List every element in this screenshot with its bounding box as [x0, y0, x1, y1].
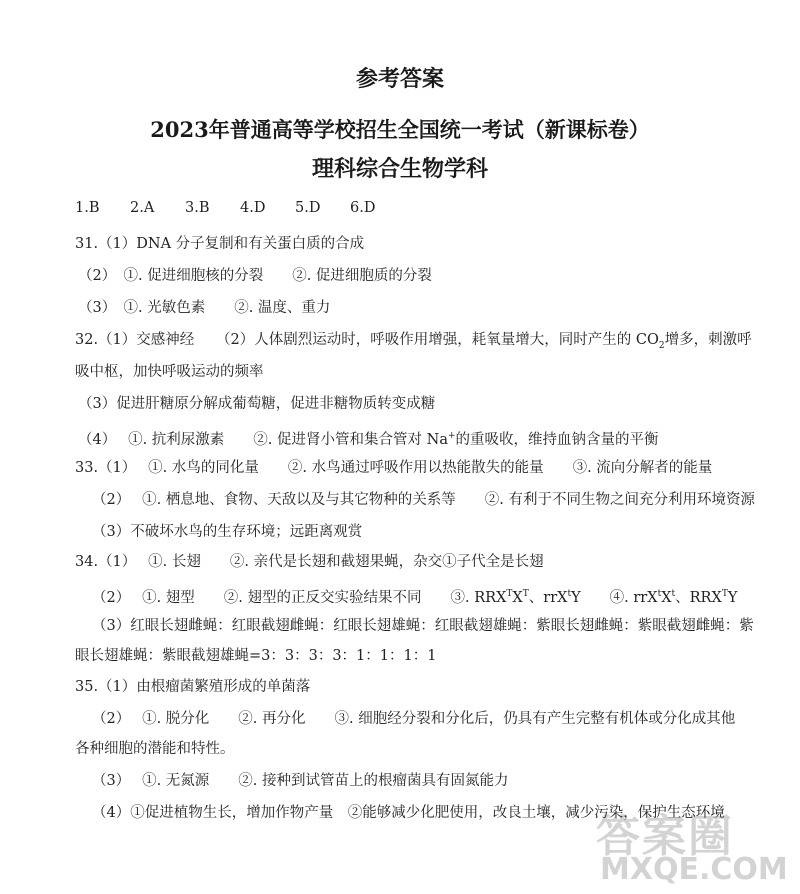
- q35-line-2: （2） ①. 脱分化 ②. 再分化 ③. 细胞经分裂和分化后，仍具有产生完整有机体或分化成其他: [92, 711, 736, 727]
- q31-line-3: （3） ①. 光敏色素 ②. 温度、重力: [78, 300, 331, 316]
- exam-title: 2023年普通高等学校招生全国统一考试（新课标卷）: [150, 117, 650, 142]
- watermark-logo: [596, 800, 786, 888]
- q34-text-f: 、RRX: [675, 589, 722, 606]
- sup-1: T: [506, 589, 513, 599]
- q35-line-3: 各种细胞的潜能和特性。: [75, 741, 235, 757]
- q32-line-1: [75, 330, 752, 356]
- q34-text-g: Y: [727, 589, 738, 606]
- page-title: 参考答案: [355, 66, 444, 92]
- q35-line-5: （4）①促进植物生长，增加作物产量 ②能够减少化肥使用，改良土壤，减少污染，保护生态环境: [92, 805, 725, 821]
- q34-text-c: 、rrX: [528, 589, 568, 606]
- sup-5: t: [671, 589, 676, 599]
- q34-text-e: X: [661, 589, 672, 606]
- q33-line-2: （2） ①. 栖息地、食物、天敌以及与其它物种的关系等 ②. 有利于不同生物之间充分利用环境资源: [92, 492, 756, 508]
- na-superscript: +: [447, 431, 456, 441]
- mc-answer-3: 3.B: [185, 200, 210, 216]
- q35-line-4: （3） ①. 无氮源 ②. 接种到试管苗上的根瘤菌具有固氮能力: [92, 773, 509, 789]
- q32-text-a: 32.（1）交感神经 （2）人体剧烈运动时，呼吸作用增强，耗氧量增大，同时产生的 CO: [75, 332, 659, 348]
- q34-line-2: [92, 584, 737, 608]
- q33-line-3: （3）不破坏水鸟的生存环境；远距离观赏: [92, 524, 363, 540]
- co2-subscript: 2: [658, 340, 665, 351]
- watermark-logo-text: 答案圈: [596, 811, 734, 862]
- q31-line-2: （2） ①. 促进细胞核的分裂 ②. 促进细胞质的分裂: [78, 268, 432, 284]
- mc-answer-4: 4.D: [240, 200, 266, 216]
- q34-text-b: X: [512, 589, 523, 606]
- q33-line-1: 33.（1） ①. 水鸟的同化量 ②. 水鸟通过呼吸作用以热能散失的能量 ③. 流向分解者的能量: [75, 460, 713, 476]
- watermark-url: MXQE.COM: [600, 852, 788, 887]
- q34-line-4: 眼长翅雄蝇：紫眼截翅雄蝇=3：3：3：3：1：1：1：1: [75, 648, 437, 664]
- q34-line-3: （3）红眼长翅雌蝇：红眼截翅雌蝇：红眼长翅雄蝇：红眼截翅雄蝇：紫眼长翅雌蝇：紫眼截翅雌蝇：紫: [92, 618, 754, 634]
- q34-text-a: （2） ①. 翅型 ②. 翅型的正反交实验结果不同 ③. RRX: [92, 589, 507, 606]
- q35-line-1: 35.（1）由根瘤菌繁殖形成的单菌落: [75, 679, 311, 695]
- q32-text-d: 的重吸收，维持血钠含量的平衡: [455, 431, 659, 448]
- mc-answer-5: 5.D: [295, 200, 321, 216]
- q32-line-3: （3）促进肝糖原分解成葡萄糖，促进非糖物质转变成糖: [78, 396, 436, 412]
- q31-line-1: 31.（1）DNA 分子复制和有关蛋白质的合成: [75, 236, 365, 252]
- q34-line-1: 34.（1） ①. 长翅 ②. 亲代是长翅和截翅果蝇，杂交①子代全是长翅: [75, 554, 544, 570]
- sup-6: T: [721, 589, 728, 599]
- mc-answer-1: 1.B: [75, 200, 100, 216]
- sup-2: T: [522, 589, 529, 599]
- mc-answer-2: 2.A: [130, 200, 155, 216]
- q32-text-c: （4） ①. 抗利尿激素 ②. 促进肾小管和集合管对 Na: [78, 431, 448, 448]
- q32-text-b: 增多，刺激呼: [664, 332, 752, 348]
- mc-answer-6: 6.D: [350, 200, 376, 216]
- q32-line-2: 吸中枢，加快呼吸运动的频率: [75, 364, 264, 380]
- sup-4: t: [657, 589, 662, 599]
- subject-title: 理科综合生物学科: [311, 156, 488, 182]
- sup-3: t: [567, 589, 572, 599]
- q34-text-d: Y ④. rrX: [571, 589, 658, 606]
- q32-line-4: [78, 426, 659, 450]
